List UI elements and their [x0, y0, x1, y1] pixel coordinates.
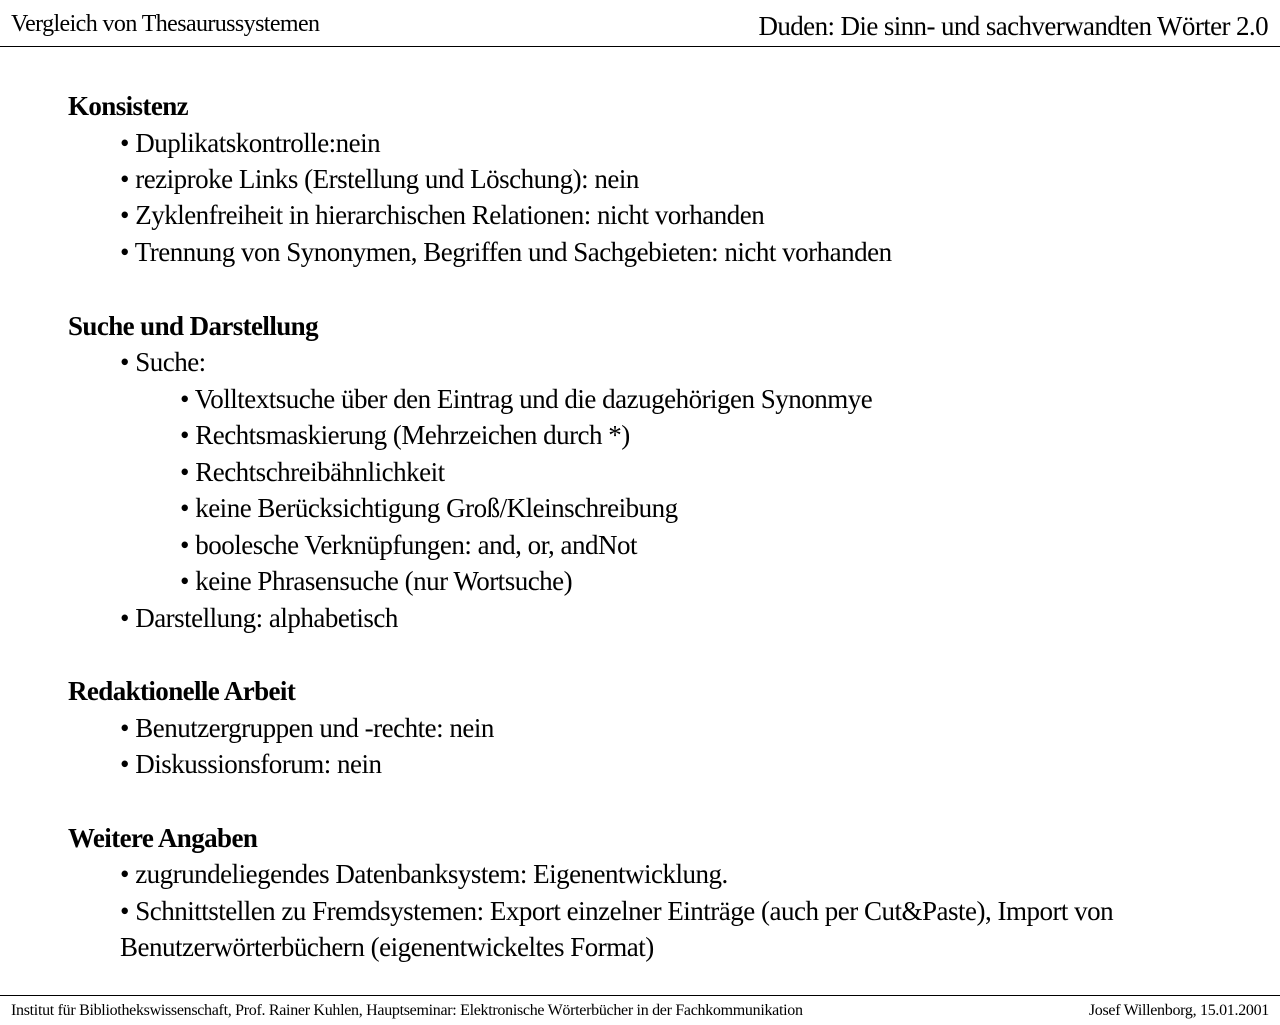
list-item: • Darstellung: alphabetisch — [120, 603, 398, 633]
list-subitem: • keine Phrasensuche (nur Wortsuche) — [180, 566, 573, 596]
section-title-suche-und-darstellung: Suche und Darstellung — [68, 311, 318, 341]
list-item: • reziproke Links (Erstellung und Löschung): nein — [120, 164, 639, 194]
list-item: • Benutzergruppen und -rechte: nein — [120, 713, 494, 743]
footer-right-text: Josef Willenborg, 15.01.2001 — [1088, 1002, 1269, 1019]
list-subitem: • Volltextsuche über den Eintrag und die dazugehörigen Synonmye — [180, 384, 873, 414]
list-item: • Zyklenfreiheit in hierarchischen Relationen: nicht vorhanden — [120, 200, 765, 230]
header-left-title: Vergleich von Thesaurussystemen — [11, 11, 320, 37]
section-title-redaktionelle-arbeit: Redaktionelle Arbeit — [68, 676, 296, 706]
list-item: • Duplikatskontrolle:nein — [120, 128, 381, 158]
section-title-konsistenz: Konsistenz — [68, 91, 189, 121]
list-item: • Diskussionsforum: nein — [120, 749, 382, 779]
header-right-title: Duden: Die sinn- und sachverwandten Wörter 2.0 — [758, 11, 1268, 41]
list-subitem: • boolesche Verknüpfungen: and, or, andNot — [180, 530, 638, 560]
list-subitem: • Rechtsmaskierung (Mehrzeichen durch *) — [180, 420, 630, 450]
list-item: • Schnittstellen zu Fremdsystemen: Export einzelner Einträge (auch per Cut&Paste), Import von — [120, 896, 1114, 926]
list-item: • zugrundeliegendes Datenbanksystem: Eigenentwicklung. — [120, 859, 728, 889]
list-item: • Trennung von Synonymen, Begriffen und Sachgebieten: nicht vorhanden — [120, 237, 892, 267]
page-footer — [0, 995, 1280, 1025]
list-subitem: • keine Berücksichtigung Groß/Kleinschreibung — [180, 493, 678, 523]
list-item: • Suche: — [120, 347, 206, 377]
list-item-continuation: Benutzerwörterbüchern (eigenentwickeltes Format) — [120, 932, 654, 962]
list-subitem: • Rechtschreibähnlichkeit — [180, 457, 445, 487]
section-title-weitere-angaben: Weitere Angaben — [68, 823, 258, 853]
footer-left-text: Institut für Bibliothekswissenschaft, Prof. Rainer Kuhlen, Hauptseminar: Elektronische Wörterbücher in der Fachkommunikation — [11, 1002, 803, 1019]
